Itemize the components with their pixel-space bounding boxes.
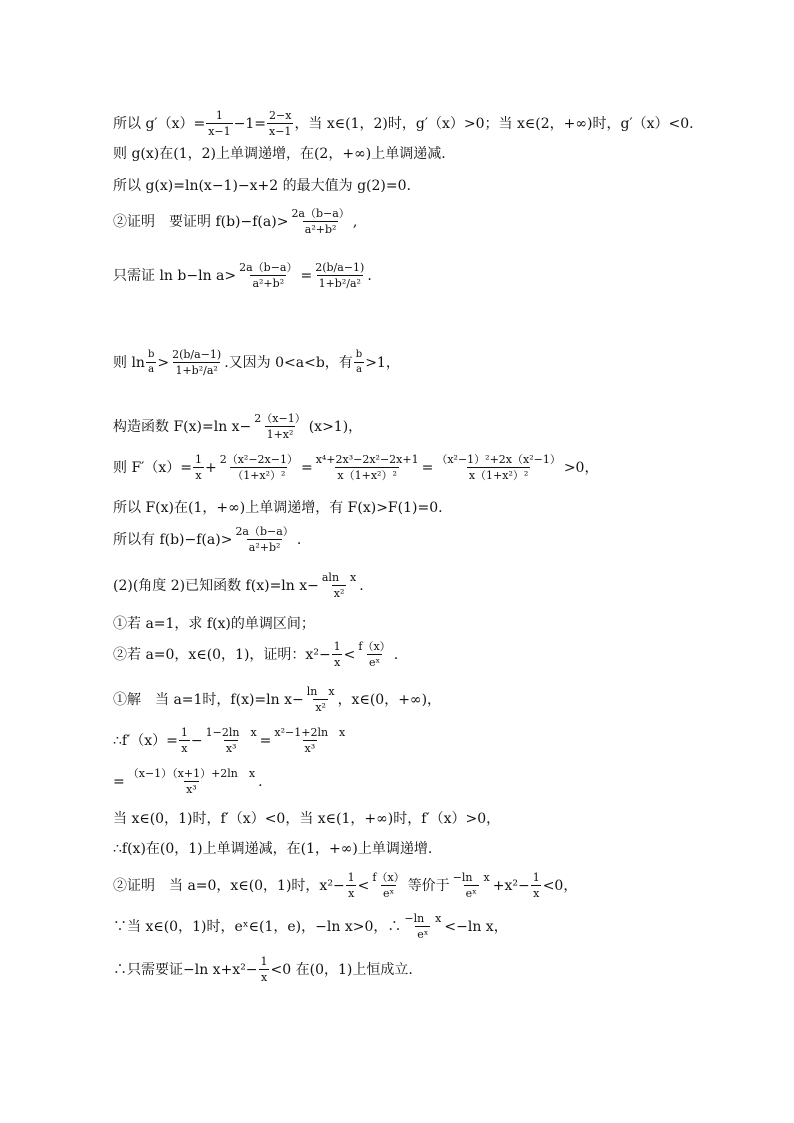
line-21 <box>113 956 413 983</box>
line-3 <box>113 179 411 193</box>
numerator: 2−x <box>269 109 292 122</box>
text: (x>1)， <box>308 418 363 435</box>
text: = <box>113 773 125 790</box>
text: 则 g(x)在(1，2)上单调递增，在(2，+∞)上单调递减. <box>113 146 446 162</box>
line-1 <box>113 110 694 137</box>
fraction <box>272 727 347 754</box>
text: < <box>357 877 370 894</box>
fraction <box>305 686 337 713</box>
denominator: 1+x² <box>266 428 294 441</box>
text: 当 x∈(0，1)时，f′（x）<0，当 x∈(1，+∞)时，f′（x）>0， <box>113 811 501 827</box>
denominator: 1+b²/a² <box>175 364 218 377</box>
text: = <box>421 459 434 476</box>
text: >0， <box>563 459 599 476</box>
line-20 <box>113 913 508 940</box>
numerator: 1 <box>333 640 341 653</box>
numerator: −ln x <box>452 871 490 884</box>
fraction <box>332 641 343 668</box>
text: ②若 a=0，x∈(0，1)，证明：x²− <box>113 646 331 663</box>
text: < <box>343 646 356 663</box>
fraction <box>252 413 307 440</box>
fraction <box>218 454 300 481</box>
denominator: x <box>334 656 341 669</box>
text: 则 ln <box>113 354 145 371</box>
numerator: f（x） <box>372 871 405 884</box>
fraction <box>354 350 364 375</box>
denominator: eˣ <box>417 928 429 941</box>
fraction <box>313 262 366 289</box>
line-2 <box>113 147 446 161</box>
line-13 <box>113 641 398 668</box>
text: ，当 x∈(1，2)时，g′（x）>0；当 x∈(2，+∞)时，g′（x）<0. <box>294 115 694 132</box>
line-15 <box>113 727 348 754</box>
numerator: （x−1）（x+1）+2ln x <box>127 767 256 780</box>
numerator: 2a（b−a） <box>235 525 294 538</box>
fraction <box>193 454 204 481</box>
text: (2)(角度 2)已知函数 f(x)=ln x− <box>113 577 319 594</box>
fraction <box>233 526 295 553</box>
fraction <box>451 872 492 899</box>
fraction <box>259 956 270 983</box>
text: ②证明 要证明 f(b)−f(a)> <box>113 213 289 230</box>
denominator: x−1 <box>269 125 292 138</box>
text: > <box>157 354 170 371</box>
text: <−ln x， <box>444 918 508 935</box>
text: , <box>352 213 358 230</box>
numerator: 2a（b−a） <box>291 207 350 220</box>
line-10 <box>113 526 301 553</box>
fraction <box>531 872 542 899</box>
denominator: x <box>533 887 540 900</box>
line-7 <box>113 413 362 440</box>
fraction <box>370 872 406 899</box>
fraction <box>170 349 223 376</box>
fraction <box>314 454 421 481</box>
text: ①解 当 a=1时，f(x)=ln x− <box>113 691 304 708</box>
line-19 <box>113 872 577 899</box>
text: >1， <box>365 354 400 371</box>
denominator: eˣ <box>368 656 381 669</box>
line-14 <box>113 686 441 713</box>
denominator: a <box>148 364 155 375</box>
fraction <box>126 768 257 795</box>
text: ∴f′（x）= <box>113 732 178 749</box>
fraction <box>237 262 299 289</box>
numerator: f（x） <box>358 640 391 653</box>
denominator: a²+b² <box>248 541 281 554</box>
numerator: ln x <box>306 685 335 698</box>
text: 所以 g(x)=ln(x−1)−x+2 的最大值为 g(2)=0. <box>113 178 411 194</box>
fraction <box>204 727 259 754</box>
text: − <box>190 732 203 749</box>
line-11 <box>113 572 364 599</box>
numerator: x⁴+2x³−2x²−2x+1 <box>315 453 419 466</box>
denominator: x <box>195 469 202 482</box>
text: 则 F′（x）= <box>113 459 192 476</box>
line-8 <box>113 454 598 481</box>
text: +x²− <box>492 877 530 894</box>
text: 所以 F(x)在(1，+∞)上单调递增，有 F(x)>F(1)=0. <box>113 500 443 516</box>
numerator: 1 <box>260 955 268 968</box>
text: . <box>367 267 372 284</box>
denominator: x² <box>315 701 326 714</box>
fraction <box>346 872 357 899</box>
numerator: x²−1+2ln x <box>274 726 346 739</box>
fraction <box>146 350 156 375</box>
denominator: x <box>260 971 268 984</box>
text: <0， <box>542 877 578 894</box>
fraction <box>179 727 190 754</box>
fraction <box>320 572 358 599</box>
line-6 <box>113 349 400 376</box>
line-9 <box>113 501 443 515</box>
numerator: （x²−1）²+2x（x²−1） <box>436 453 561 466</box>
fraction <box>356 641 392 668</box>
text: + <box>204 459 217 476</box>
denominator: a <box>356 364 362 375</box>
line-16 <box>113 768 263 795</box>
fraction <box>206 110 232 137</box>
text: = <box>300 459 313 476</box>
denominator: eˣ <box>465 887 477 900</box>
text: . <box>359 577 364 594</box>
text: 构造函数 F(x)=ln x− <box>113 418 252 435</box>
numerator: b <box>147 349 155 360</box>
denominator: 1+b²/a² <box>318 277 361 290</box>
text: 所以有 f(b)−f(a)> <box>113 531 233 548</box>
numerator: 1 <box>194 453 202 466</box>
text: ①若 a=1，求 f(x)的单调区间； <box>113 616 315 632</box>
numerator: b <box>355 349 363 360</box>
text: <0 在(0，1)上恒成立. <box>270 961 413 978</box>
denominator: a²+b² <box>304 223 337 236</box>
denominator: （1+x²）² <box>232 469 286 482</box>
denominator: x（1+x²）² <box>468 469 529 482</box>
text: ∵当 x∈(0，1)时，eˣ∈(1，e)，−ln x>0，∴ <box>113 918 402 935</box>
numerator: −ln x <box>404 912 442 925</box>
numerator: 2（x−1） <box>254 412 306 425</box>
denominator: a²+b² <box>252 277 285 290</box>
text: 只需证 ln b−ln a> <box>113 267 237 284</box>
denominator: x³ <box>304 742 316 755</box>
numerator: 1 <box>532 871 540 884</box>
numerator: 1 <box>347 871 355 884</box>
denominator: x（1+x²）² <box>337 469 397 482</box>
numerator: 1 <box>180 726 188 739</box>
denominator: x−1 <box>208 125 231 138</box>
text: ，x∈(0，+∞)， <box>337 691 442 708</box>
fraction <box>434 454 563 481</box>
text: .又因为 0<a<b，有 <box>224 354 353 371</box>
text: . <box>258 773 263 790</box>
numerator: 2(b/a−1) <box>315 261 365 274</box>
line-5 <box>113 262 372 289</box>
numerator: aln x <box>321 571 357 584</box>
denominator: x³ <box>186 783 197 796</box>
fraction <box>402 913 443 940</box>
denominator: x³ <box>225 742 237 755</box>
line-12 <box>113 617 315 631</box>
fraction <box>289 208 351 235</box>
line-18 <box>113 842 432 856</box>
denominator: x² <box>333 587 345 600</box>
text: −1= <box>233 115 267 132</box>
fraction <box>267 110 293 137</box>
numerator: 1−2ln x <box>205 726 257 739</box>
numerator: 1 <box>215 109 223 122</box>
text: . <box>393 646 399 663</box>
text: ∴f(x)在(0，1)上单调递减，在(1，+∞)上单调递增. <box>113 841 433 857</box>
numerator: 2（x²−2x−1） <box>219 453 298 466</box>
numerator: 2a（b−a） <box>239 261 298 274</box>
text: ②证明 当 a=0，x∈(0，1)时，x²− <box>113 877 345 894</box>
text: = <box>259 732 272 749</box>
denominator: x <box>181 742 188 755</box>
text: 等价于 <box>407 877 450 894</box>
text: ∴只需要证−ln x+x²− <box>113 961 258 978</box>
text: . <box>296 531 302 548</box>
text: = <box>300 267 313 284</box>
denominator: eˣ <box>382 887 395 900</box>
numerator: 2(b/a−1) <box>172 348 222 361</box>
line-4 <box>113 208 357 235</box>
line-17 <box>113 812 500 826</box>
text: 所以 g′（x）= <box>113 115 206 132</box>
denominator: x <box>348 887 355 900</box>
